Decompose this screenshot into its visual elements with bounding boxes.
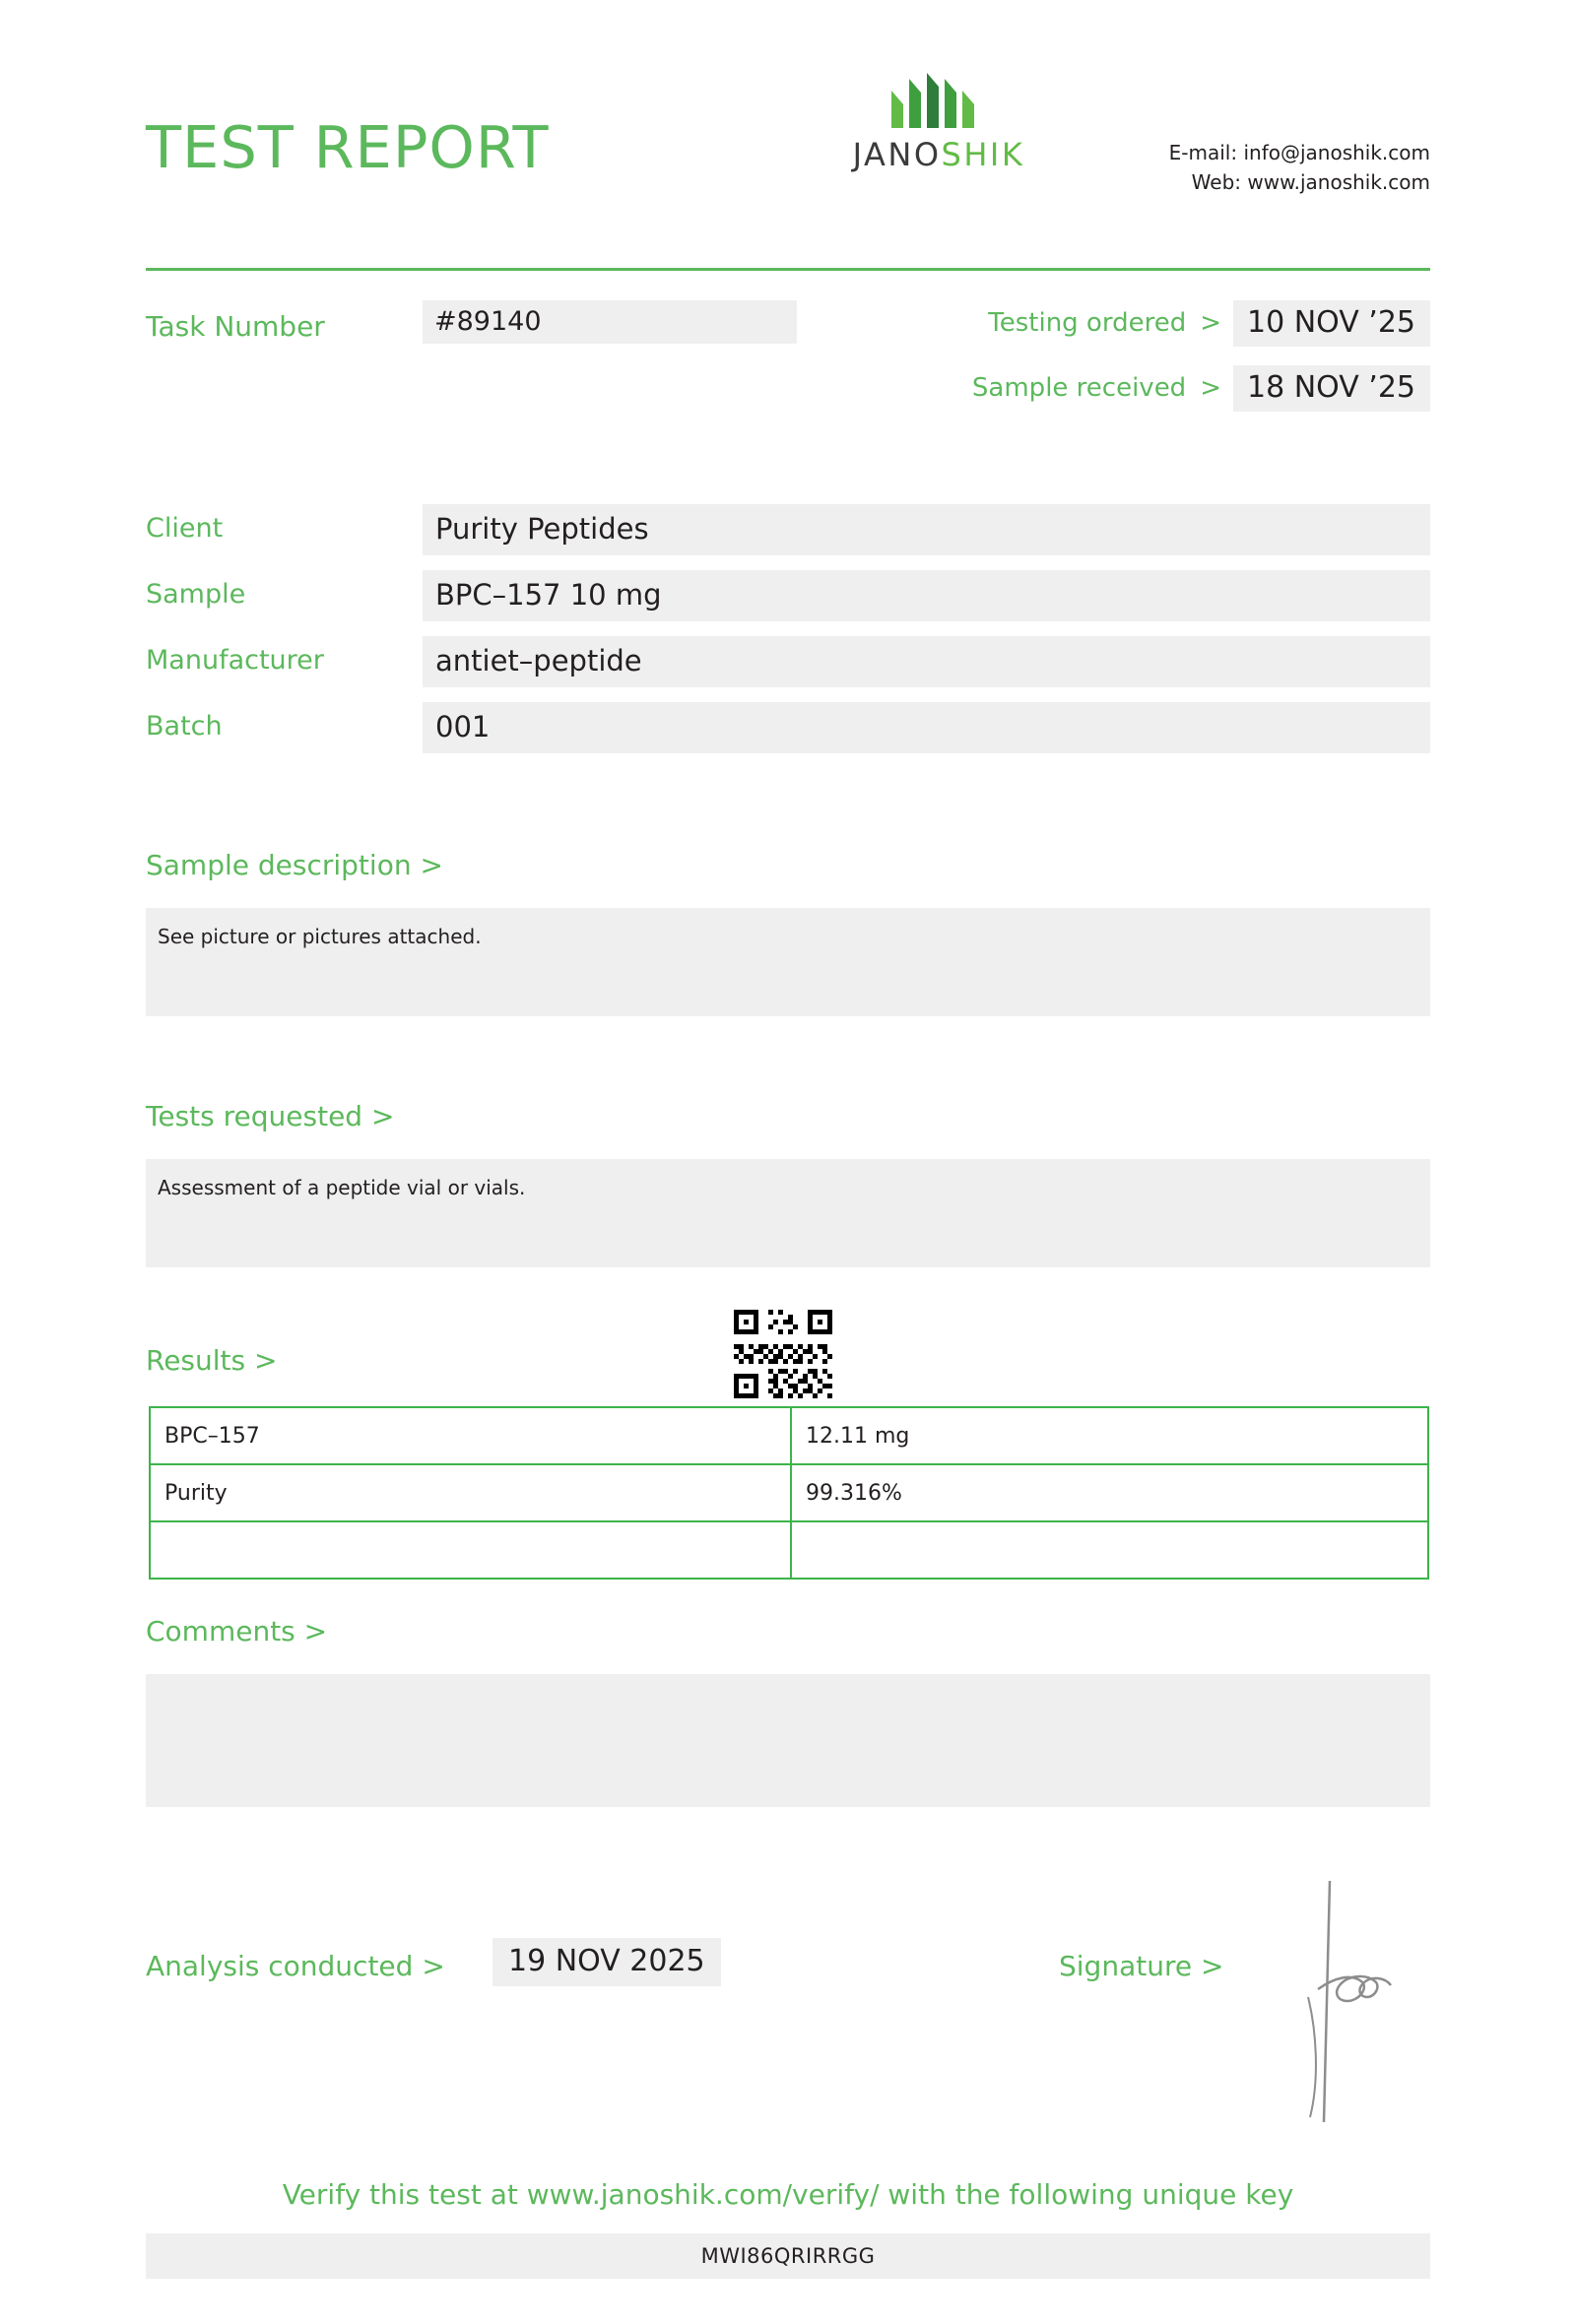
sample-description-title: Sample description > bbox=[146, 849, 443, 881]
logo-wordmark bbox=[825, 136, 1052, 173]
sample-received-row bbox=[879, 365, 1430, 411]
results-title: Results > bbox=[146, 1344, 278, 1377]
info-row bbox=[146, 636, 1430, 687]
result-name: BPC–157 bbox=[150, 1407, 791, 1464]
batch-label: Batch bbox=[146, 711, 223, 742]
signature-label: Signature > bbox=[1059, 1950, 1224, 1982]
testing-ordered-row bbox=[879, 300, 1430, 346]
contact-block bbox=[1169, 138, 1430, 197]
testing-ordered-value: 10 NOV ’25 bbox=[1233, 300, 1430, 347]
dates-block bbox=[879, 300, 1430, 430]
analysis-conducted-label: Analysis conducted > bbox=[146, 1950, 445, 1982]
verify-instructions: Verify this test at www.janoshik.com/verify/ with the following unique key bbox=[282, 2178, 1294, 2211]
tests-requested-title: Tests requested > bbox=[146, 1100, 395, 1132]
header-divider bbox=[146, 268, 1430, 271]
logo-text-dark: JANO bbox=[852, 136, 942, 173]
contact-web: Web: www.janoshik.com bbox=[1191, 170, 1430, 194]
manufacturer-value: antiet–peptide bbox=[423, 636, 1430, 687]
sample-value: BPC–157 10 mg bbox=[423, 570, 1430, 621]
sample-received-value: 18 NOV ’25 bbox=[1233, 365, 1430, 412]
comments-text bbox=[146, 1674, 1430, 1807]
task-row bbox=[146, 300, 1430, 409]
document-header bbox=[146, 0, 1430, 197]
table-row bbox=[150, 1407, 1428, 1464]
client-label: Client bbox=[146, 513, 224, 544]
result-name bbox=[150, 1521, 791, 1579]
result-value bbox=[791, 1521, 1428, 1579]
sample-received-label: Sample received bbox=[971, 373, 1187, 403]
unique-key-value: MWI86QRIRRGG bbox=[146, 2233, 1430, 2279]
sample-description-text: See picture or pictures attached. bbox=[146, 908, 1430, 1016]
result-name: Purity bbox=[150, 1464, 791, 1521]
tests-requested-text: Assessment of a peptide vial or vials. bbox=[146, 1159, 1430, 1267]
results-table bbox=[149, 1406, 1429, 1580]
result-value: 12.11 mg bbox=[791, 1407, 1428, 1464]
brand-logo bbox=[825, 71, 1052, 173]
logo-text-green: SHIK bbox=[941, 136, 1025, 173]
sample-label: Sample bbox=[146, 579, 246, 610]
table-row bbox=[150, 1521, 1428, 1579]
testing-ordered-caret: > bbox=[1200, 308, 1221, 338]
mountain-logo-icon bbox=[880, 71, 998, 132]
batch-value: 001 bbox=[423, 702, 1430, 753]
info-row bbox=[146, 570, 1430, 621]
sample-received-caret: > bbox=[1200, 373, 1221, 403]
info-row bbox=[146, 702, 1430, 753]
page-title: TEST REPORT bbox=[146, 113, 550, 181]
contact-email: E-mail: info@janoshik.com bbox=[1168, 141, 1430, 164]
task-number-value: #89140 bbox=[423, 300, 797, 344]
info-row bbox=[146, 504, 1430, 555]
signature-image bbox=[1290, 1871, 1418, 2137]
sample-info-table bbox=[146, 504, 1430, 768]
analysis-conducted-date: 19 NOV 2025 bbox=[492, 1938, 721, 1986]
table-row bbox=[150, 1464, 1428, 1521]
result-value: 99.316% bbox=[791, 1464, 1428, 1521]
qr-code-icon bbox=[729, 1305, 837, 1403]
comments-title: Comments > bbox=[146, 1615, 328, 1647]
client-value: Purity Peptides bbox=[423, 504, 1430, 555]
manufacturer-label: Manufacturer bbox=[146, 645, 324, 676]
task-number-label: Task Number bbox=[146, 310, 325, 343]
testing-ordered-label: Testing ordered bbox=[988, 308, 1187, 338]
